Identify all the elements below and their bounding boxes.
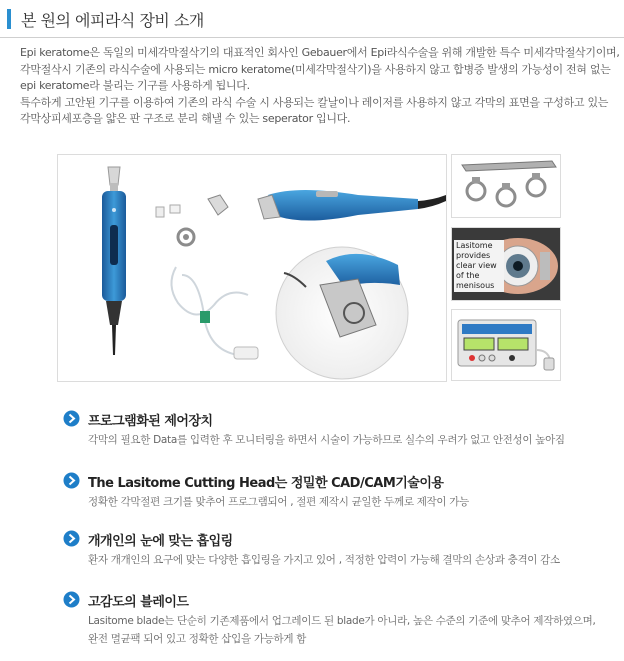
header-accent-bar xyxy=(7,9,11,29)
epi-keratome-illustration xyxy=(58,155,446,381)
chevron-right-circle-icon xyxy=(63,472,80,489)
feature-title: 개개인의 눈에 맞는 흡입링 xyxy=(88,534,233,549)
section-header xyxy=(0,0,624,38)
feature-title: The Lasitome Cutting Head는 정밀한 CAD/CAM기술이용 xyxy=(88,476,444,491)
chevron-right-circle-icon xyxy=(63,591,80,608)
lasitome-caption: Lasitome provides clear view of the menisous xyxy=(454,240,504,292)
feature-title: 고감도의 블레이드 xyxy=(88,595,189,610)
lasitome-eye-view-photo xyxy=(451,227,561,301)
feature-desc: 정확한 각막절편 크기를 맞추어 프로그램되어 , 절편 제작시 균일한 두께로 제작이 가능 xyxy=(88,496,469,508)
chevron-right-circle-icon xyxy=(63,410,80,427)
control-unit-illustration xyxy=(452,310,560,380)
intro-paragraph-1: Epi keratome은 독일의 미세각막절삭기의 대표적인 회사인 Gebauer에서 Epi라식수술을 위해 개발한 특수 미세각막절삭기이며, 각막절삭시 기존의 라식수술에 사용되는 micro keratome(미세각막절삭기)을 사용하지 않고 합병증 발생의 가능성이 전혀 없는 epi keratome라 불리는 기구를 사용하게 됩니다. xyxy=(20,46,620,92)
control-unit-photo xyxy=(451,309,561,381)
chevron-right-circle-icon xyxy=(63,530,80,547)
suction-rings-photo xyxy=(451,154,561,218)
feature-desc: Lasitome blade는 단순히 기존제품에서 업그레이드 된 blade가 아니라, 높은 수준의 기준에 맞추어 제작하였으며, 완전 멸균팩 되어 있고 정확한 삽입을 가능하게 함 xyxy=(88,615,596,645)
page-title: 본 원의 에피라식 장비 소개 xyxy=(21,11,204,30)
feature-title: 프로그램화된 제어장치 xyxy=(88,414,213,429)
suction-rings-illustration xyxy=(452,155,560,217)
intro-text xyxy=(20,45,620,128)
intro-paragraph-2: 특수하게 고안된 기구를 이용하여 기존의 라식 수술 시 사용되는 칼날이나 레이저를 사용하지 않고 각막의 표면을 구성하고 있는 각막상피세포층을 얇은 판 구조로 분리 해낼 수 있는 seperator 입니다. xyxy=(20,95,609,125)
feature-desc: 환자 개개인의 요구에 맞는 다양한 흡입링을 가지고 있어 , 적정한 압력이 가능해 결막의 손상과 충격이 감소 xyxy=(88,554,560,566)
feature-desc: 각막의 필요한 Data를 입력한 후 모니터링을 하면서 시술이 가능하므로 실수의 우려가 없고 안전성이 높아짐 xyxy=(88,434,565,446)
epi-keratome-product-photo xyxy=(57,154,447,382)
header-divider xyxy=(0,37,624,38)
